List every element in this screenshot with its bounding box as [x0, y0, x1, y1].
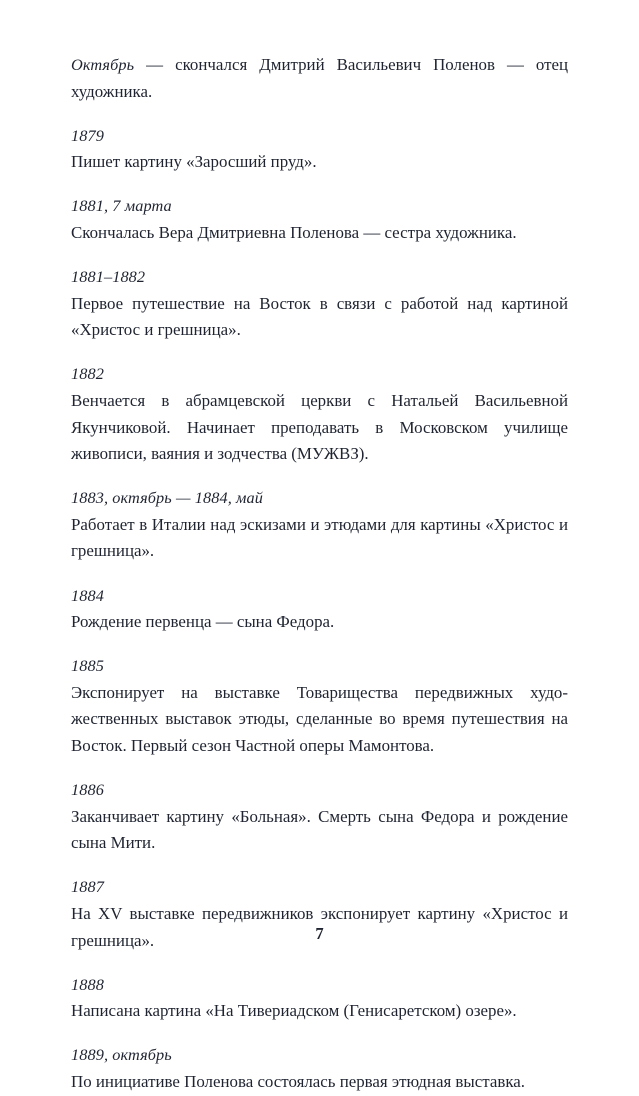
chronology-entry — [71, 972, 568, 1025]
entry-date: 1879 — [71, 125, 104, 145]
entry-date: 1888 — [71, 974, 104, 994]
entry-date: 1882 — [71, 364, 104, 384]
chronology-entry — [71, 485, 568, 565]
entry-date: 1883, октябрь — 1884, май — [71, 488, 263, 508]
entry-body-text: — скончался Дмитрий Васильевич Поленов — отец художника. — [71, 55, 568, 101]
chronology-entry — [71, 1042, 568, 1095]
chronology-entry — [71, 583, 568, 636]
entry-date: 1886 — [71, 780, 104, 800]
chronology-entry — [71, 193, 568, 246]
entry-body: Работает в Италии над эскизами и этюдами для картины «Христос и грешница». — [71, 514, 568, 561]
entry-date: 1889, октябрь — [71, 1045, 172, 1065]
entry-date: 1881–1882 — [71, 267, 146, 287]
chronology-entry — [71, 52, 568, 105]
entry-date-inline: Октябрь — [71, 55, 135, 74]
entry-body: Скончалась Вера Дмитриевна Поленова — сестра художника. — [71, 222, 517, 242]
entry-body: Написана картина «На Тивериадском (Генисаретском) озере». — [71, 1001, 517, 1021]
entry-body: На XV выставке передвижников экспонирует картину «Христос и грешница». — [71, 903, 568, 950]
entry-body: Пишет картину «Заросший пруд». — [71, 152, 317, 172]
entry-body: Экспонирует на выставке Товарищества передвижных художественных выставок этюды, сделанные во время путешествия на Восток. Первый сезон Частной оперы Мамонтова. — [71, 682, 568, 755]
entry-body: По инициативе Поленова состоялась первая этюдная выставка. — [71, 1071, 525, 1091]
chronology-entry — [71, 653, 568, 759]
entry-date: 1881, 7 марта — [71, 196, 172, 216]
chronology-entry — [71, 264, 568, 344]
page-number: 7 — [315, 924, 324, 943]
entry-date: 1885 — [71, 656, 104, 676]
entry-date: 1884 — [71, 585, 104, 605]
entry-body — [71, 52, 568, 105]
entry-body: Первое путешествие на Восток в связи с работой над картиной «Христос и грешница». — [71, 293, 568, 340]
entry-body: Рождение первенца — сына Федора. — [71, 612, 335, 632]
chronology-entry — [71, 361, 568, 467]
chronology-entry — [71, 123, 568, 176]
chronology-entry — [71, 777, 568, 857]
entry-body: Заканчивает картину «Больная». Смерть сына Федора и рождение сына Мити. — [71, 806, 568, 853]
entry-date: 1887 — [71, 877, 104, 897]
entry-body: Венчается в абрамцевской церкви с Натальей Васильевной Якунчиковой. Начинает преподавать в Московском училище живописи, ваяния и зодчества (МУЖВЗ). — [71, 390, 568, 464]
